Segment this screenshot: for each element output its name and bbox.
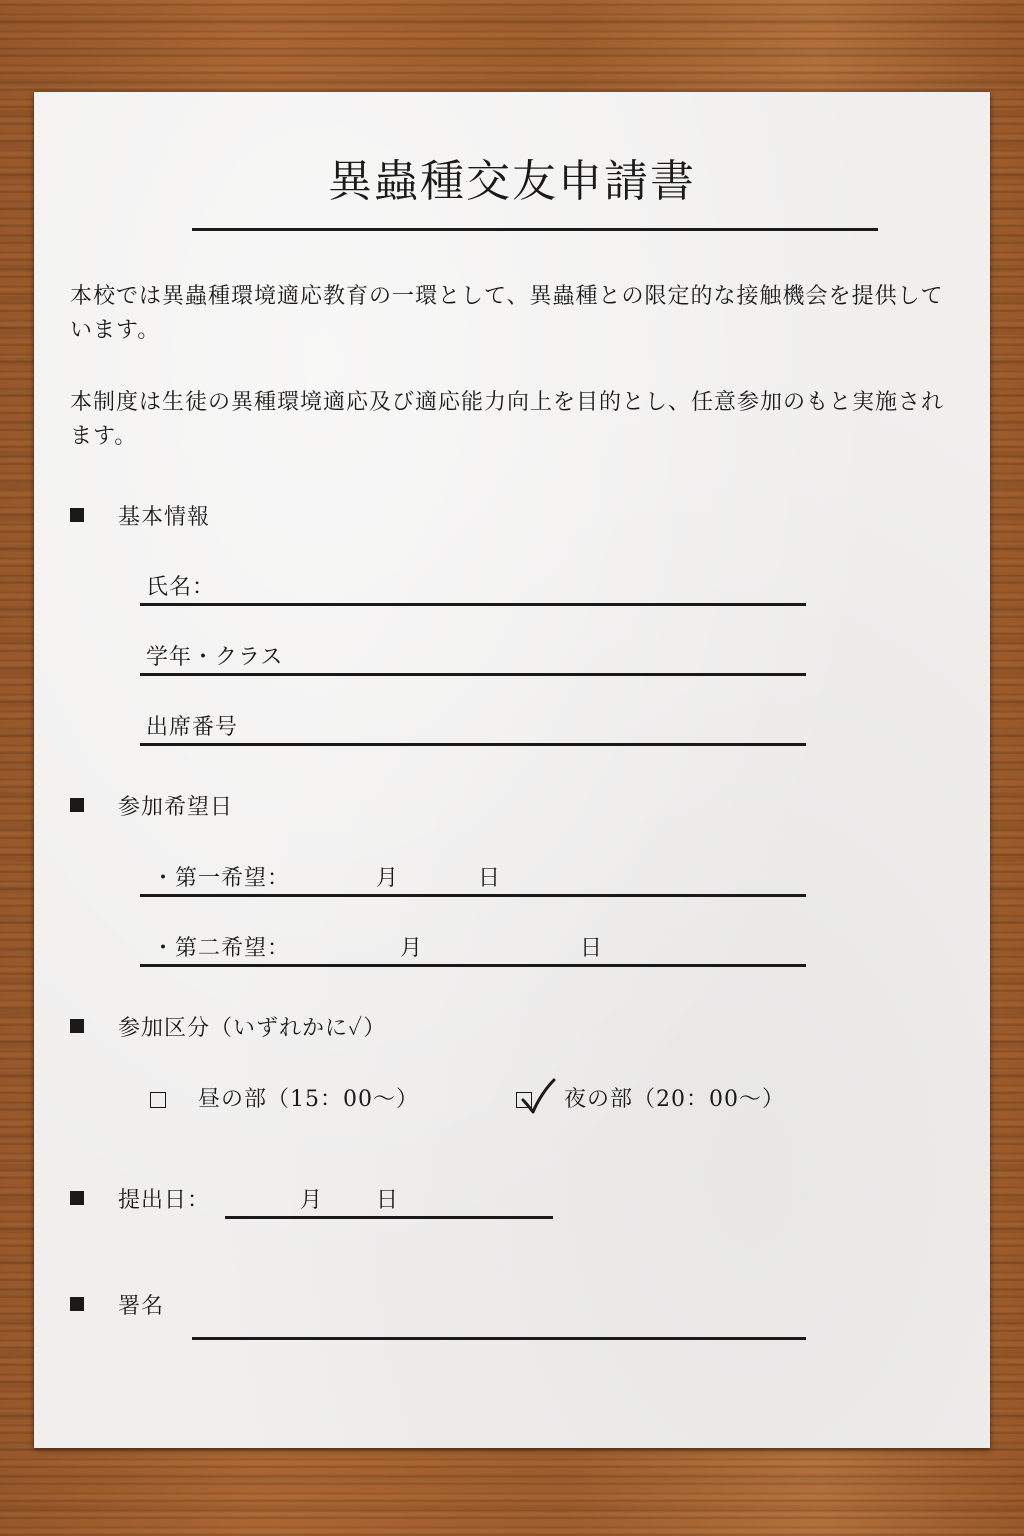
second-choice-line [140, 964, 806, 967]
day-session-label: 昼の部（15：00〜） [198, 1087, 419, 1112]
application-form-paper [34, 92, 990, 1448]
section-signature [70, 1292, 164, 1322]
submission-date-line [225, 1216, 553, 1219]
section-basic-info-heading: 基本情報 [118, 505, 211, 530]
name-label: 氏名： [146, 575, 216, 600]
second-choice-month-unit: 月 [400, 936, 424, 961]
grade-class-label: 学年・クラス [146, 645, 284, 670]
night-session-label: 夜の部（20：00〜） [564, 1087, 785, 1112]
bullet-square-icon [70, 1019, 84, 1033]
submission-month-unit: 月 [300, 1188, 324, 1213]
form-title: 異蟲種交友申請書 [328, 156, 696, 207]
first-choice-day-unit: 日 [478, 866, 502, 891]
section-submission-heading: 提出日： [118, 1188, 211, 1213]
first-choice-label: ・第一希望： [152, 866, 291, 891]
title-underline [192, 228, 878, 231]
submission-day-unit: 日 [376, 1188, 400, 1213]
attendance-number-line [140, 743, 806, 746]
signature-line [192, 1337, 806, 1340]
intro-paragraph-2: 本制度は生徒の異種環境適応及び適応能力向上を目的とし、任意参加のもと実施されます。 [70, 390, 945, 449]
checkmark-icon [520, 1076, 556, 1116]
name-line [140, 603, 806, 606]
day-session-checkbox[interactable] [150, 1092, 166, 1108]
bullet-square-icon [70, 1297, 84, 1311]
bullet-square-icon [70, 1191, 84, 1205]
second-choice-label: ・第二希望： [152, 936, 291, 961]
grade-class-line [140, 673, 806, 676]
section-submission-date [70, 1186, 210, 1216]
section-signature-heading: 署名 [118, 1294, 165, 1319]
section-basic-info [70, 503, 210, 533]
bullet-square-icon [70, 798, 84, 812]
first-choice-month-unit: 月 [376, 866, 400, 891]
section-session-heading: 参加区分（いずれかに✓） [118, 1016, 387, 1041]
section-preferred-date-heading: 参加希望日 [118, 795, 234, 820]
section-preferred-date [70, 793, 233, 823]
bullet-square-icon [70, 508, 84, 522]
second-choice-day-unit: 日 [580, 936, 604, 961]
section-session [70, 1014, 386, 1044]
intro-paragraph-1: 本校では異蟲種環境適応教育の一環として、異蟲種との限定的な接触機会を提供しています。 [70, 284, 944, 343]
attendance-number-label: 出席番号 [146, 715, 239, 740]
first-choice-line [140, 894, 806, 897]
